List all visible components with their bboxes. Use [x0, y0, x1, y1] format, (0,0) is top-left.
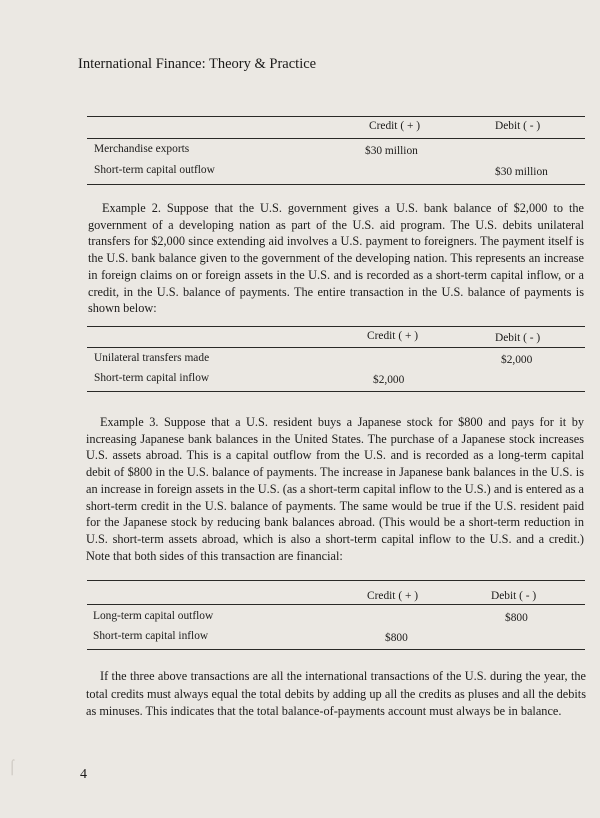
table-row-debit: $800 [505, 612, 528, 624]
table-row-label: Unilateral transfers made [94, 352, 210, 364]
debit-column-header: Debit ( - ) [495, 120, 541, 132]
table-row-credit: $30 million [365, 145, 418, 157]
debit-column-header: Debit ( - ) [491, 590, 537, 602]
table-row-label: Short-term capital inflow [93, 630, 209, 642]
table-rule-header [87, 604, 585, 605]
page-number: 4 [80, 767, 87, 782]
table-rule-header [87, 347, 585, 348]
table-rule-top [87, 580, 585, 581]
table-rule-bottom [87, 391, 585, 392]
example-2-paragraph: Example 2. Suppose that the U.S. government gives a U.S. bank balance of $2,000 to the government of a developing nation as part of the U.S. aid program. The U.S. debits unilateral transfers for $2,000 since extending aid involves a U.S. payment to foreigners. The payment itself is the U.S. bank balance given to the government of the developing nation. This represents an increase in foreign claims on or foreign assets in the U.S. and is recorded as a short-term capital inflow, or a credit, in the U.S. balance of payments. The entire transaction in the U.S. balance of payments is shown below: [88, 201, 584, 316]
credit-column-header: Credit ( + ) [367, 330, 419, 342]
table-rule-bottom [87, 184, 585, 185]
credit-column-header: Credit ( + ) [369, 120, 421, 132]
table-row-debit: $30 million [495, 166, 548, 178]
conclusion-paragraph: If the three above transactions are all the international transactions of the U.S. during the year, the total credits must always equal the total debits by adding up all the credits as pluses and all the debits as minuses. This indicates that the total balance-of-payments account must always be in balance. [86, 669, 586, 718]
table-rule-header [87, 138, 585, 139]
table-row-debit: $2,000 [501, 354, 533, 366]
running-header: International Finance: Theory & Practice [78, 56, 317, 72]
bop-table-3 [87, 580, 585, 650]
table-row-label: Merchandise exports [94, 143, 190, 155]
margin-pencil-mark: ⌠ [8, 760, 17, 775]
example-3-paragraph: Example 3. Suppose that a U.S. resident buys a Japanese stock for $800 and pays for it by increasing Japanese bank balances in the United States. The purchase of a Japanese stock increases U.S. assets abroad. This is a capital outflow from the U.S. and is recorded as a long-term capital debit of $800 in the U.S. balance of payments. The increase in Japanese bank balances in the U.S. is an increase in foreign assets in the U.S. (as a short-term capital inflow to the U.S.) and is entered as a short-term credit in the U.S. balance of payments. The same would be true if the U.S. resident paid for the Japanese stock by reducing bank balances abroad. (This would be a short-term reduction in U.S. short-term assets abroad, which is also a short-term capital inflow to the U.S. and a credit.) Note that both sides of this transaction are financial: [86, 415, 584, 563]
table-row-label: Short-term capital inflow [94, 372, 210, 384]
credit-column-header: Credit ( + ) [367, 590, 419, 602]
table-rule-top [87, 326, 585, 327]
table-row-label: Short-term capital outflow [94, 164, 215, 176]
table-rule-top [87, 116, 585, 117]
table-row-credit: $2,000 [373, 374, 405, 386]
bop-table-1 [87, 116, 585, 186]
debit-column-header: Debit ( - ) [495, 332, 541, 344]
table-rule-bottom [87, 649, 585, 650]
table-row-label: Long-term capital outflow [93, 610, 214, 622]
bop-table-2 [87, 326, 585, 394]
table-row-credit: $800 [385, 632, 408, 644]
